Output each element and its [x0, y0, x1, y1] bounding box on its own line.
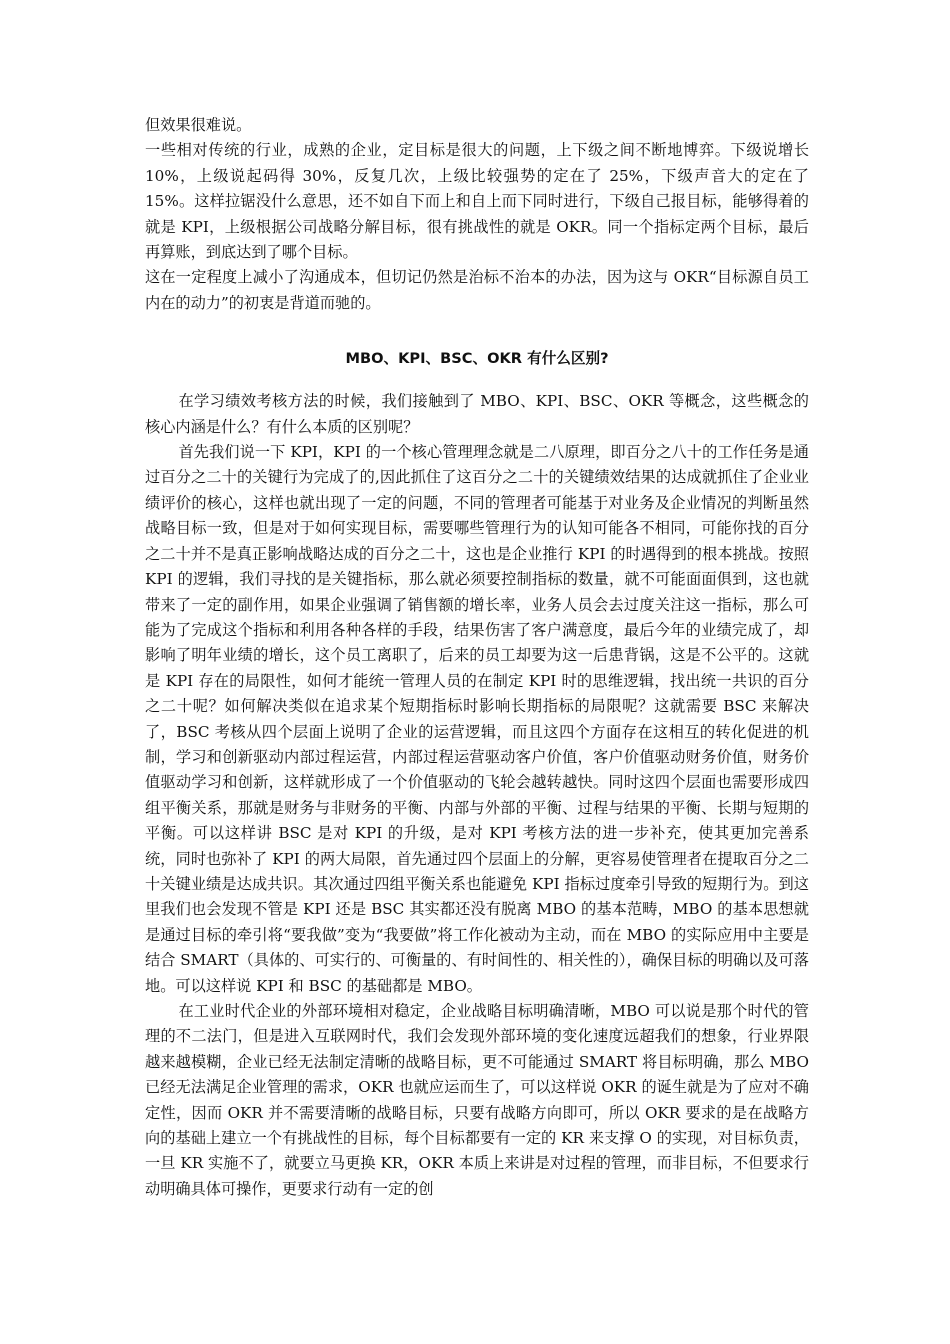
paragraph-target-setting: 一些相对传统的行业，成熟的企业，定目标是很大的问题，上下级之间不断地博弈。下级说增长 10%，上级说起码得 30%，反复几次，上级比较强势的定在了 25%，下级声音大的定在了 15%。这样拉锯没什么意思，还不如自下而上和自上而下同时进行，下级自己报目标，能够得着的就是 KPI，上级根据公司战略分解目标，很有挑战性的就是 OKR。同一个指标定两个目标，最后再算账，到底达到了哪个目标。: [145, 141, 809, 262]
paragraph-okr-internet-era: 在工业时代企业的外部环境相对稳定，企业战略目标明确清晰，MBO 可以说是那个时代的管理的不二法门，但是进入互联网时代，我们会发现外部环境的变化速度远超我们的想象，行业界限越来越模糊，企业已经无法制定清晰的战略目标，更不可能通过 SMART 将目标明确，那么 MBO 已经无法满足企业管理的需求，OKR 也就应运而生了，可以这样说 OKR 的诞生就是为了应对不确定性，因而 OKR 并不需要清晰的战略目标，只要有战略方向即可，所以 OKR 要求的是在战略方向的基础上建立一个有挑战性的目标，每个目标都要有一定的 KR 来支撑 O 的实现，对目标负责，一旦 KR 实施不了，就要立马更换 KR，OKR 本质上来讲是对过程的管理，而非目标，不但要求行动明确具体可操作，更要求行动有一定的创: [145, 1002, 809, 1198]
paragraph-kpi-bsc-mbo: 首先我们说一下 KPI，KPI 的一个核心管理理念就是二八原理，即百分之八十的工作任务是通过百分之二十的关键行为完成了的,因此抓住了这百分之二十的关键绩效结果的达成就抓住了企业业绩评价的核心，这样也就出现了一定的问题，不同的管理者可能基于对业务及企业情况的判断虽然战略目标一致，但是对于如何实现目标，需要哪些管理行为的认知可能各不相同，可能你找的百分之二十并不是真正影响战略达成的百分之二十，这也是企业推行 KPI 的时遇得到的根本挑战。按照 KPI 的逻辑，我们寻找的是关键指标，那么就必须要控制指标的数量，就不可能面面俱到，这也就带来了一定的副作用，如果企业强调了销售额的增长率，业务人员会去过度关注这一指标，那么可能为了完成这个指标和利用各种各样的手段，结果伤害了客户满意度，最后今年的业绩完成了，却影响了明年业绩的增长，这个员工离职了，后来的员工却要为这一后患背锅，这是不公平的。这就是 KPI 存在的局限性，如何才能统一管理人员的在制定 KPI 时的思维逻辑，找出统一共识的百分之二十呢？如何解决类似在追求某个短期指标时影响长期指标的局限呢？这就需要 BSC 来解决了，BSC 考核从四个层面上说明了企业的运营逻辑，而且这四个方面存在这相互的转化促进的机制，学习和创新驱动内部过程运营，内部过程运营驱动客户价值，客户价值驱动财务价值，财务价值驱动学习和创新，这样就形成了一个价值驱动的飞轮会越转越快。同时这四个层面也需要形成四组平衡关系，那就是财务与非财务的平衡、内部与外部的平衡、过程与结果的平衡、长期与短期的平衡。可以这样讲 BSC 是对 KPI 的升级，是对 KPI 考核方法的进一步补充，使其更加完善系统，同时也弥补了 KPI 的两大局限，首先通过四个层面上的分解，更容易使管理者在提取百分之二十关键业绩是达成共识。其次通过四组平衡关系也能避免 KPI 指标过度牵引导致的短期行为。到这里我们也会发现不管是 KPI 还是 BSC 其实都还没有脱离 MBO 的基本范畴，MBO 的基本思想就是通过目标的牵引将“要我做”变为“我要做”将工作化被动为主动，而在 MBO 的实际应用中主要是结合 SMART（具体的、可实行的、可衡量的、有时间性的、相关性的），确保目标的明确以及可落地。可以这样说 KPI 和 BSC 的基础都是 MBO。: [145, 443, 809, 995]
section-heading: MBO、KPI、BSC、OKR 有什么区别?: [345, 350, 609, 368]
paragraph-communication-cost: 这在一定程度上减小了沟通成本，但切记仍然是治标不治本的办法，因为这与 OKR“目标源自员工内在的动力”的初衷是背道而驰的。: [145, 268, 809, 312]
paragraph-concepts-question: 在学习绩效考核方法的时候，我们接触到了 MBO、KPI、BSC、OKR 等概念，这些概念的核心内涵是什么？有什么本质的区别呢？: [145, 392, 809, 436]
document-body: [145, 113, 809, 1202]
paragraph-intro-ending: 但效果很难说。: [145, 116, 252, 134]
